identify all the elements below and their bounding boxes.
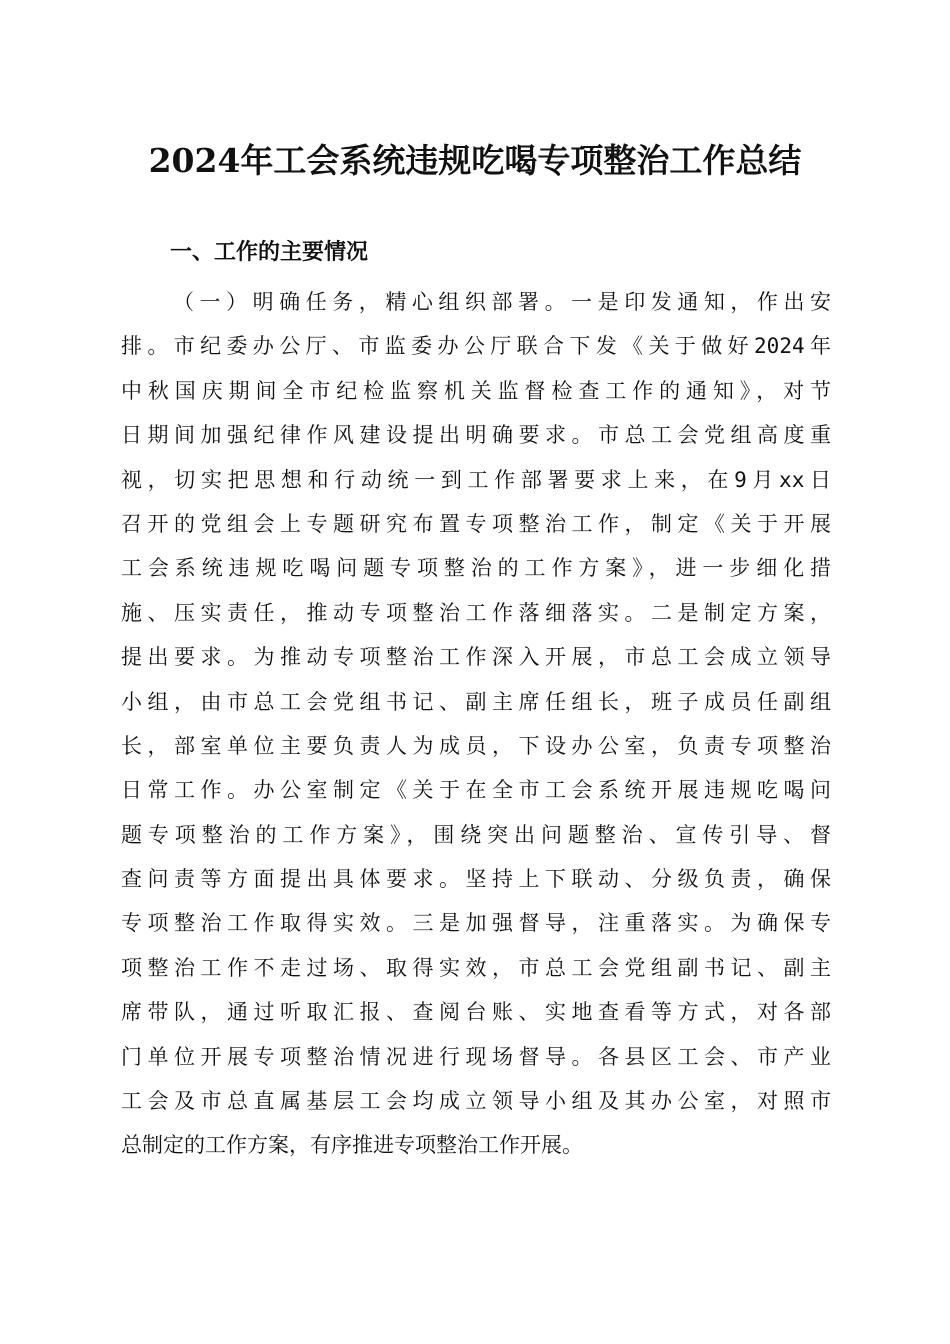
paragraph-line: 日期间加强纪律作风建设提出明确要求。市总工会党组高度重 — [121, 423, 831, 448]
paragraph-line: 工会及市总直属基层工会均成立领导小组及其办公室，对照市 — [121, 1089, 831, 1114]
paragraph-line: 中秋国庆期间全市纪检监察机关监督检查工作的通知》，对节 — [121, 378, 831, 403]
paragraph-line: 专项整治工作取得实效。三是加强督导，注重落实。为确保专 — [121, 911, 831, 936]
paragraph-line: 查问责等方面提出具体要求。坚持上下联动、分级负责，确保 — [121, 867, 831, 892]
paragraph-line: 小组，由市总工会党组书记、副主席任组长，班子成员任副组 — [121, 689, 831, 714]
document-title: 2024年工会系统违规吃喝专项整治工作总结 — [148, 141, 802, 180]
paragraph-line: 门单位开展专项整治情况进行现场督导。各县区工会、市产业 — [121, 1044, 831, 1069]
paragraph-line: 题专项整治的工作方案》，围绕突出问题整治、宣传引导、督 — [121, 822, 831, 847]
paragraph-line: 日常工作。办公室制定《关于在全市工会系统开展违规吃喝问 — [121, 778, 831, 803]
paragraph-line: 提出要求。为推动专项整治工作深入开展，市总工会成立领导 — [121, 645, 831, 670]
paragraph-line: 召开的党组会上专题研究布置专项整治工作，制定《关于开展 — [121, 511, 831, 536]
paragraph-line: 项整治工作不走过场、取得实效，市总工会党组副书记、副主 — [121, 955, 831, 980]
paragraph-line: 长，部室单位主要负责人为成员，下设办公室，负责专项整治 — [121, 733, 831, 758]
paragraph-line: （一）明确任务，精心组织部署。一是印发通知，作出安 — [173, 290, 831, 314]
section-heading: 一、工作的主要情况 — [170, 240, 369, 265]
paragraph-line: 排。市纪委办公厅、市监委办公厅联合下发《关于做好2024年 — [121, 334, 831, 359]
paragraph-line: 工会系统违规吃喝问题专项整治的工作方案》，进一步细化措 — [121, 556, 831, 581]
body-paragraph — [121, 280, 831, 1168]
paragraph-line: 施、压实责任，推动专项整治工作落细落实。二是制定方案， — [121, 600, 831, 625]
paragraph-line: 视，切实把思想和行动统一到工作部署要求上来，在9月xx日 — [121, 467, 831, 492]
paragraph-line: 总制定的工作方案，有序推进专项整治工作开展。 — [121, 1133, 583, 1158]
paragraph-line: 席带队，通过听取汇报、查阅台账、实地查看等方式，对各部 — [121, 1000, 831, 1025]
